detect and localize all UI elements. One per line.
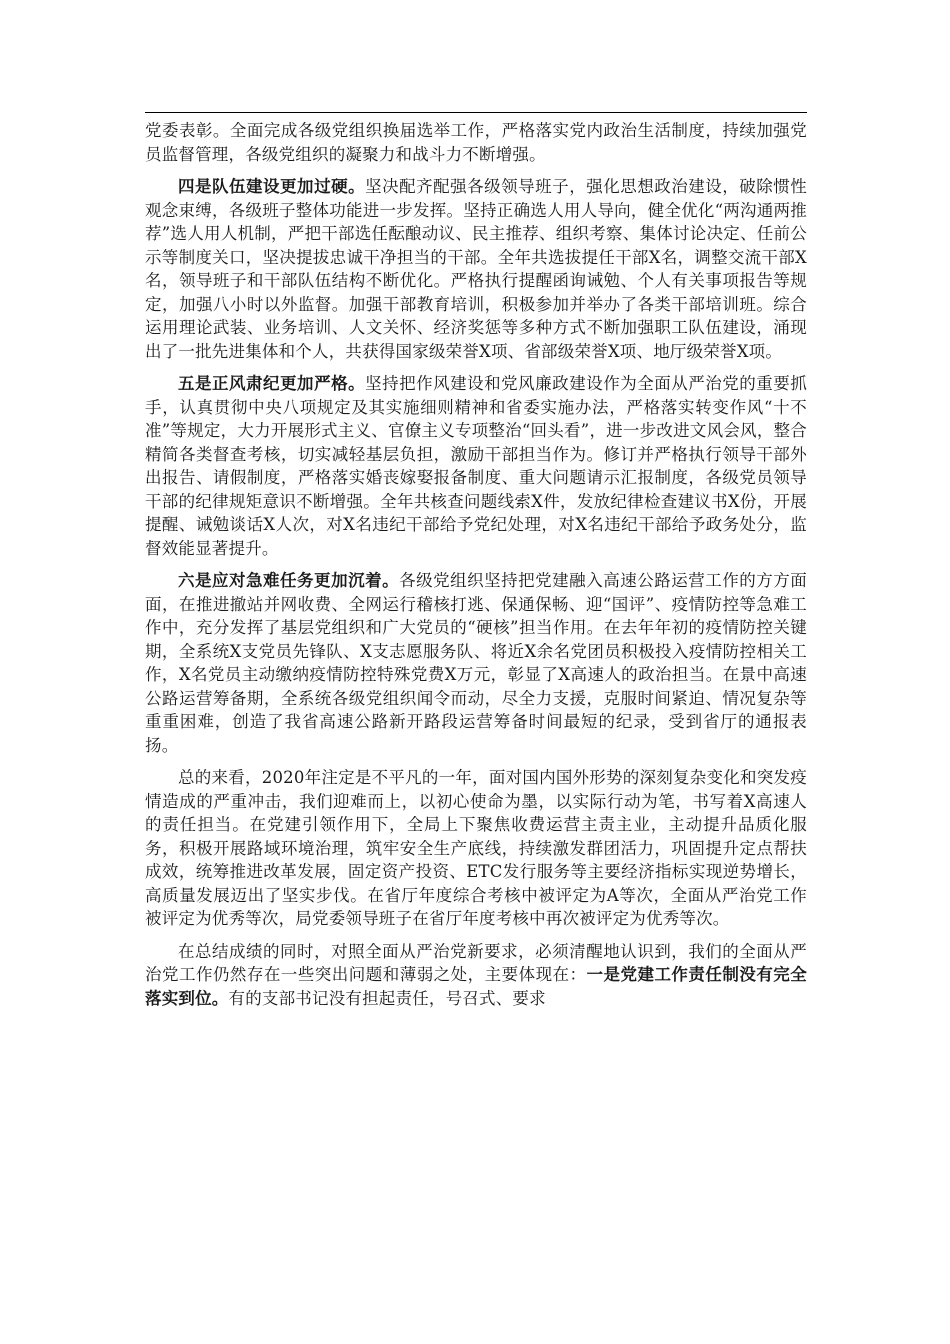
document-page xyxy=(145,112,807,1010)
paragraph-text: 各级党组织坚持把党建融入高速公路运营工作的方方面面，在推进撤站并网收费、全网运行稽核打逃、保通保畅、迎“国评”、疫情防控等急难工作中，充分发挥了基层党组织和广大党员的“硬核”担当作用。在去年年初的疫情防控关键期，全系统X支党员先锋队、X支志愿服务队、将近X余名党团员积极投入疫情防控相关工作，X名党员主动缴纳疫情防控特殊党费X万元，彰显了X高速人的政治担当。在景中高速公路运营筹备期，全系统各级党组织闻令而动，尽全力支援，克服时间紧迫、情况复杂等重重困难，创造了我省高速公路新开路段运营筹备时间最短的纪录，受到省厅的通报表扬。 xyxy=(145,571,807,755)
paragraph-text: 坚决配齐配强各级领导班子，强化思想政治建设，破除惯性观念束缚，各级班子整体功能进一步发挥。坚持正确选人用人导向，健全优化“两沟通两推荐”选人用人机制，严把干部选任酝酿动议、民主推荐、组织考察、集体讨论决定、任前公示等制度关口，坚决提拔忠诚干净担当的干部。全年共选拔提任干部X名，调整交流干部X名，领导班子和干部队伍结构不断优化。严格执行提醒函询诫勉、个人有关事项报告等规定，加强八小时以外监督。加强干部教育培训，积极参加并举办了各类干部培训班。综合运用理论武装、业务培训、人文关怀、经济奖惩等多种方式不断加强职工队伍建设，涌现出了一批先进集体和个人，共获得国家级荣誉X项、省部级荣誉X项、地厅级荣誉X项。 xyxy=(145,177,807,361)
paragraph-lead: 五是正风肃纪更加严格。 xyxy=(178,374,366,393)
paragraph-urgent-tasks xyxy=(145,569,807,757)
paragraph-problems xyxy=(145,940,807,1011)
paragraph-lead: 四是队伍建设更加过硬。 xyxy=(178,177,366,196)
paragraph-lead: 一是党建工作责任制没有完全落实到位。 xyxy=(145,965,807,1008)
paragraph-text: 总的来看，2020年注定是不平凡的一年，面对国内国外形势的深刻复杂变化和突发疫情造成的严重冲击，我们迎难而上，以初心使命为墨，以实际行动为笔，书写着X高速人的责任担当。在党建引领作用下，全局上下聚焦收费运营主责主业，主动提升品质化服务，积极开展路域环境治理，筑牢安全生产底线，持续激发群团活力，巩固提升定点帮扶成效，统筹推进改革发展，固定资产投资、ETC发行服务等主要经济指标实现逆势增长，高质量发展迈出了坚实步伐。在省厅年度综合考核中被评定为A等次，全面从严治党工作被评定为优秀等次，局党委领导班子在省厅年度考核中再次被评定为优秀等次。 xyxy=(145,768,807,928)
paragraph-continuation xyxy=(145,119,807,166)
paragraph-text: 党委表彰。全面完成各级党组织换届选举工作，严格落实党内政治生活制度，持续加强党员监督管理，各级党组织的凝聚力和战斗力不断增强。 xyxy=(145,121,807,164)
paragraph-team-building xyxy=(145,175,807,363)
paragraph-summary xyxy=(145,766,807,931)
paragraph-lead: 六是应对急难任务更加沉着。 xyxy=(178,571,400,590)
paragraph-discipline xyxy=(145,372,807,560)
header-rule xyxy=(145,112,807,113)
paragraph-text-after: 有的支部书记没有担起责任，号召式、要求 xyxy=(228,988,546,1008)
paragraph-text: 在总结成绩的同时，对照全面从严治党新要求，必须清醒地认识到，我们的全面从严治党工作仍然存在一些突出问题和薄弱之处，主要体现在： xyxy=(145,941,807,984)
paragraph-text: 坚持把作风建设和党风廉政建设作为全面从严治党的重要抓手，认真贯彻中央八项规定及其实施细则精神和省委实施办法，严格落实转变作风“十不准”等规定，大力开展形式主义、官僚主义专项整治“回头看”，进一步改进文风会风，整合精简各类督查考核，切实减轻基层负担，激励干部担当作为。修订并严格执行领导干部外出报告、请假制度，严格落实婚丧嫁娶报备制度、重大问题请示汇报制度，各级党员领导干部的纪律规矩意识不断增强。全年共核查问题线索X件，发放纪律检查建议书X份，开展提醒、诫勉谈话X人次，对X名违纪干部给予党纪处理，对X名违纪干部给予政务处分，监督效能显著提升。 xyxy=(145,374,807,558)
